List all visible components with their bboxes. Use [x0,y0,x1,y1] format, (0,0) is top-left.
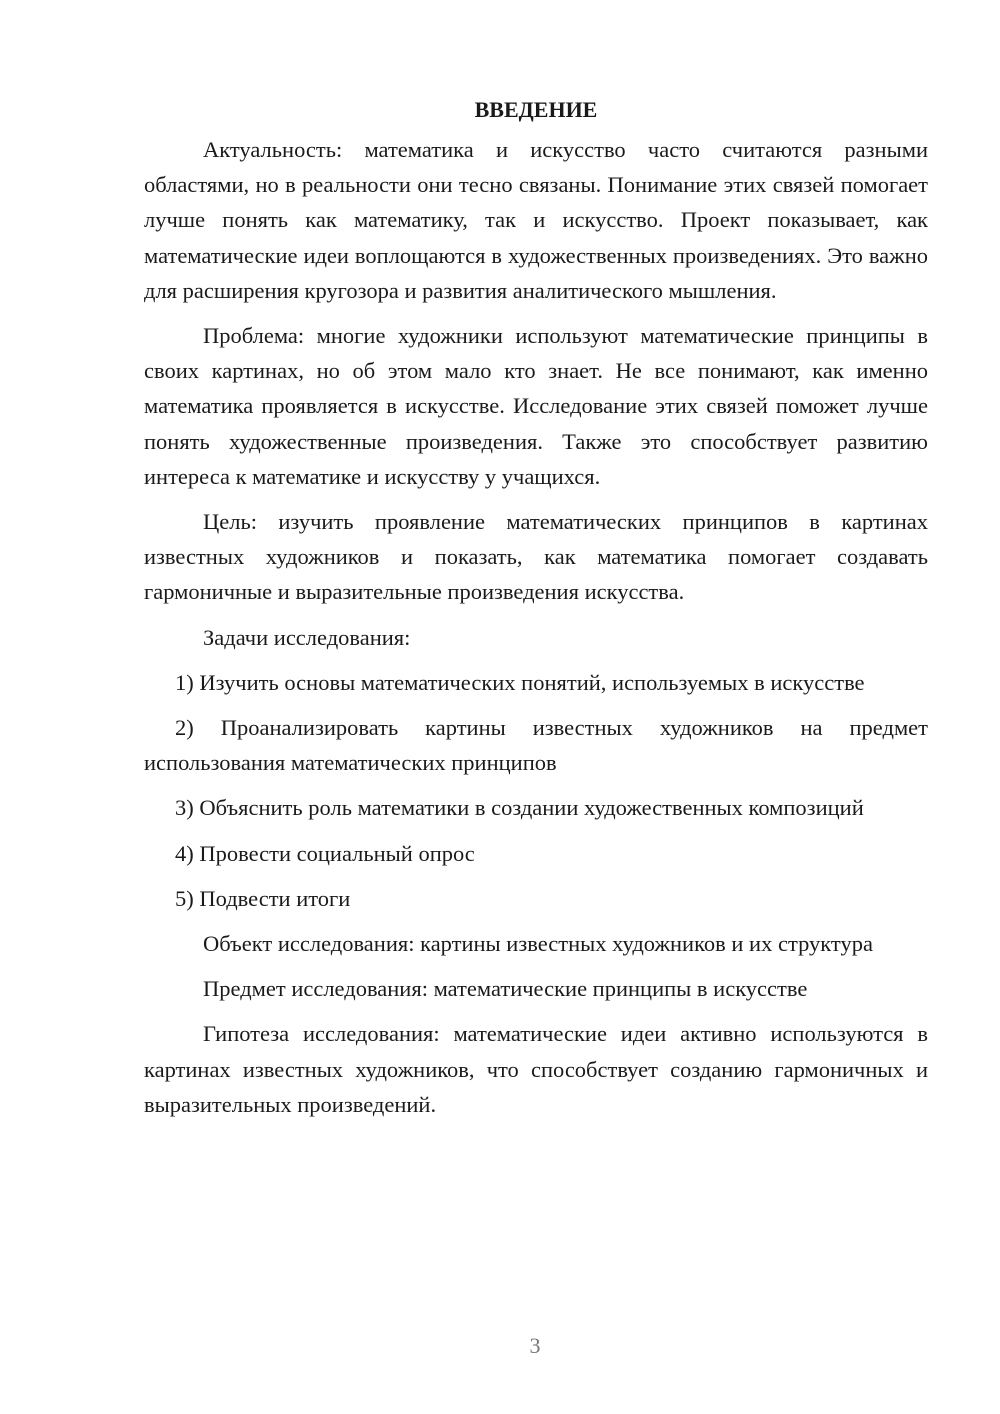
paragraph-problem: Проблема: многие художники используют математические принципы в своих картинах, но об этом мало кто знает. Не все понимают, как именно математика проявляется в искусстве. Исследование этих связей поможет лучше понять художественные произведения. Также это способствует развитию интереса к математике и искусству у учащихся. [144,323,928,489]
page-title: ВВЕДЕНИЕ [474,97,598,122]
task-item-5: 5) Подвести итоги [175,885,351,911]
task-item-4: 4) Провести социальный опрос [175,840,475,866]
task-item-3: 3) Объяснить роль математики в создании художественных композиций [175,795,864,821]
task-item-2: 2) Проанализировать картины известных художников на предмет использования математических принципов [144,715,928,776]
paragraph-research-object: Объект исследования: картины известных художников и их структура [203,931,873,957]
document-page [144,92,928,1122]
paragraph-hypothesis: Гипотеза исследования: математические идеи активно используются в картинах известных художников, что способствует созданию гармоничных и выразительных произведений. [144,1021,928,1117]
paragraph-research-subject: Предмет исследования: математические принципы в искусстве [203,976,808,1002]
page-number: 3 [529,1333,541,1358]
task-item-1: 1) Изучить основы математических понятий, используемых в искусстве [175,669,865,695]
paragraph-tasks-heading: Задачи исследования: [203,624,411,650]
paragraph-goal: Цель: изучить проявление математических принципов в картинах известных художников и показать, как математика помогает создавать гармоничные и выразительные произведения искусства. [144,509,928,605]
paragraph-relevance: Актуальность: математика и искусство часто считаются разными областями, но в реальности они тесно связаны. Понимание этих связей помогает лучше понять как математику, так и искусство. Проект показывает, как математические идеи воплощаются в художественных произведениях. Это важно для расширения кругозора и развития аналитического мышления. [144,137,928,303]
